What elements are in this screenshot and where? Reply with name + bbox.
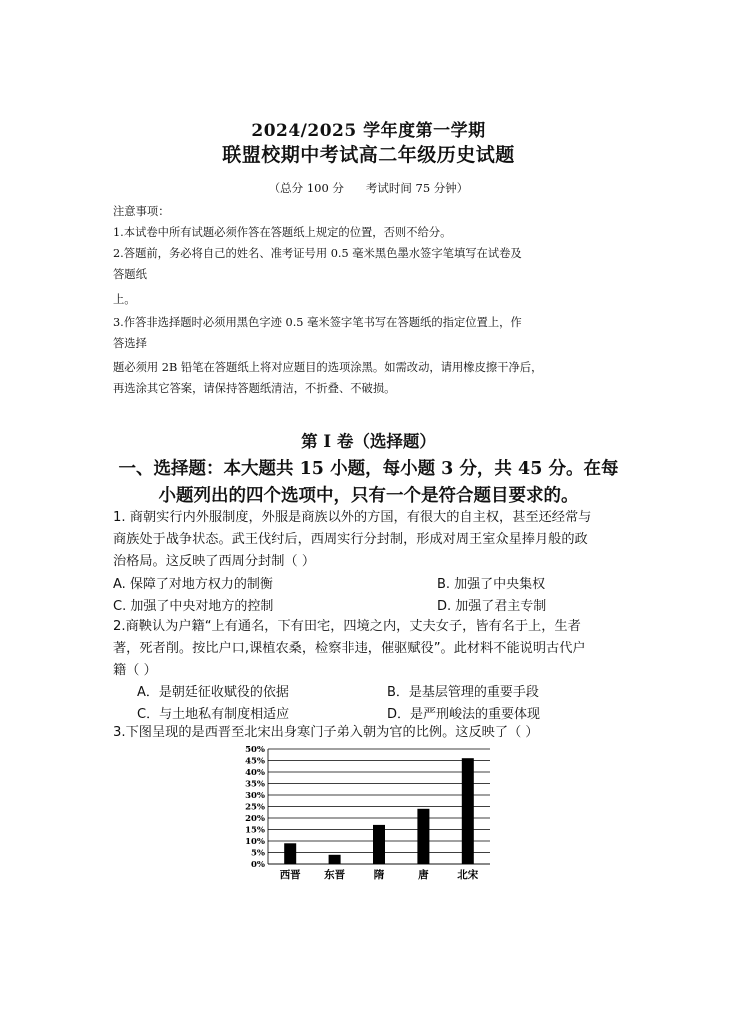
option-a: A．是朝廷征收赋役的依据 [137,685,289,700]
y-tick-label: 0% [251,860,265,870]
exam-title-line1: 2024/2025 学年度第一学期 [251,121,486,141]
x-tick-label: 北宋 [457,869,479,881]
notice-line: 3.作答非选择题时必须用黑色字迹 0.5 毫米签字笔书写在答题纸的指定位置上，作 [113,316,522,329]
notice-line: 1.本试卷中所有试题必须作答在答题纸上规定的位置，否则不给分。 [113,226,452,239]
question-stem-line: 治格局。这反映了西周分封制（ ） [113,554,316,569]
notice-line: 答选择 [113,337,147,350]
option-b: B. 加强了中央集权 [437,577,546,592]
y-tick-label: 25% [245,802,265,813]
bar [373,825,385,864]
bar [284,843,296,864]
y-tick-label: 50% [245,745,265,755]
notice-heading: 注意事项： [113,205,170,218]
y-tick-label: 20% [245,814,265,824]
question-stem-line: 商族处于战争状态。武王伐纣后，西周实行分封制，形成对周王室众星捧月般的政 [113,532,588,547]
y-tick-label: 45% [245,756,265,767]
notice-line: 题必须用 2B 铅笔在答题纸上将对应题目的选项涂黑。如需改动，请用橡皮擦干净后， [113,361,543,374]
section-instruction-line1: 一、选择题：本大题共 15 小题，每小题 3 分，共 45 分。在每 [118,459,619,479]
notice-line: 上。 [113,293,136,306]
y-tick-label: 40% [245,768,265,778]
bar [329,855,341,864]
exam-title-line2: 联盟校期中考试高二年级历史试题 [222,144,515,166]
bar [462,758,474,864]
bar [417,809,429,864]
option-d: D. 加强了君主专制 [437,599,547,614]
option-c: C．与土地私有制度相适应 [137,707,290,722]
x-tick-label: 隋 [373,869,385,881]
question-stem-line: 籍（ ） [113,663,157,678]
part-title: 第 I 卷（选择题） [301,432,436,451]
y-tick-label: 30% [245,791,265,801]
notice-line: 2.答题前，务必将自己的姓名、准考证号用 0.5 毫米黑色墨水签字笔填写在试卷及 [113,247,522,260]
question-stem-line: 著，死者削。按比户口,课植农桑，检察非违，催驱赋役”。此材料不能说明古代户 [113,641,586,656]
y-tick-label: 15% [245,825,265,836]
question-stem-line: 2.商鞅认为户籍“上有通名，下有田宅，四境之内，丈夫女子，皆有名于上，生者 [113,619,581,634]
option-c: C. 加强了中央对地方的控制 [113,599,274,614]
section-instruction-line2: 小题列出的四个选项中，只有一个是符合题目要求的。 [158,486,579,506]
x-tick-label: 西晋 [279,869,301,881]
y-tick-label: 5% [251,848,265,859]
y-tick-label: 35% [245,779,265,790]
question-stem-line: 3.下图呈现的是西晋至北宋出身寒门子弟入朝为官的比例。这反映了（ ） [113,725,539,740]
x-tick-label: 唐 [418,869,429,881]
x-tick-label: 东晋 [324,869,346,881]
y-tick-label: 10% [245,837,265,847]
notice-line: 答题纸 [113,268,147,281]
question-stem-line: 1. 商朝实行内外服制度，外服是商族以外的方国，有很大的自主权，甚至还经常与 [113,510,592,525]
option-b: B．是基层管理的重要手段 [387,685,539,700]
option-d: D．是严刑峻法的重要体现 [387,707,541,722]
notice-line: 再选涂其它答案，请保持答题纸清洁，不折叠、不破损。 [113,382,396,395]
bar-chart [240,742,500,882]
exam-meta: （总分 100 分 考试时间 75 分钟） [268,181,469,195]
option-a: A. 保障了对地方权力的制衡 [113,577,273,592]
